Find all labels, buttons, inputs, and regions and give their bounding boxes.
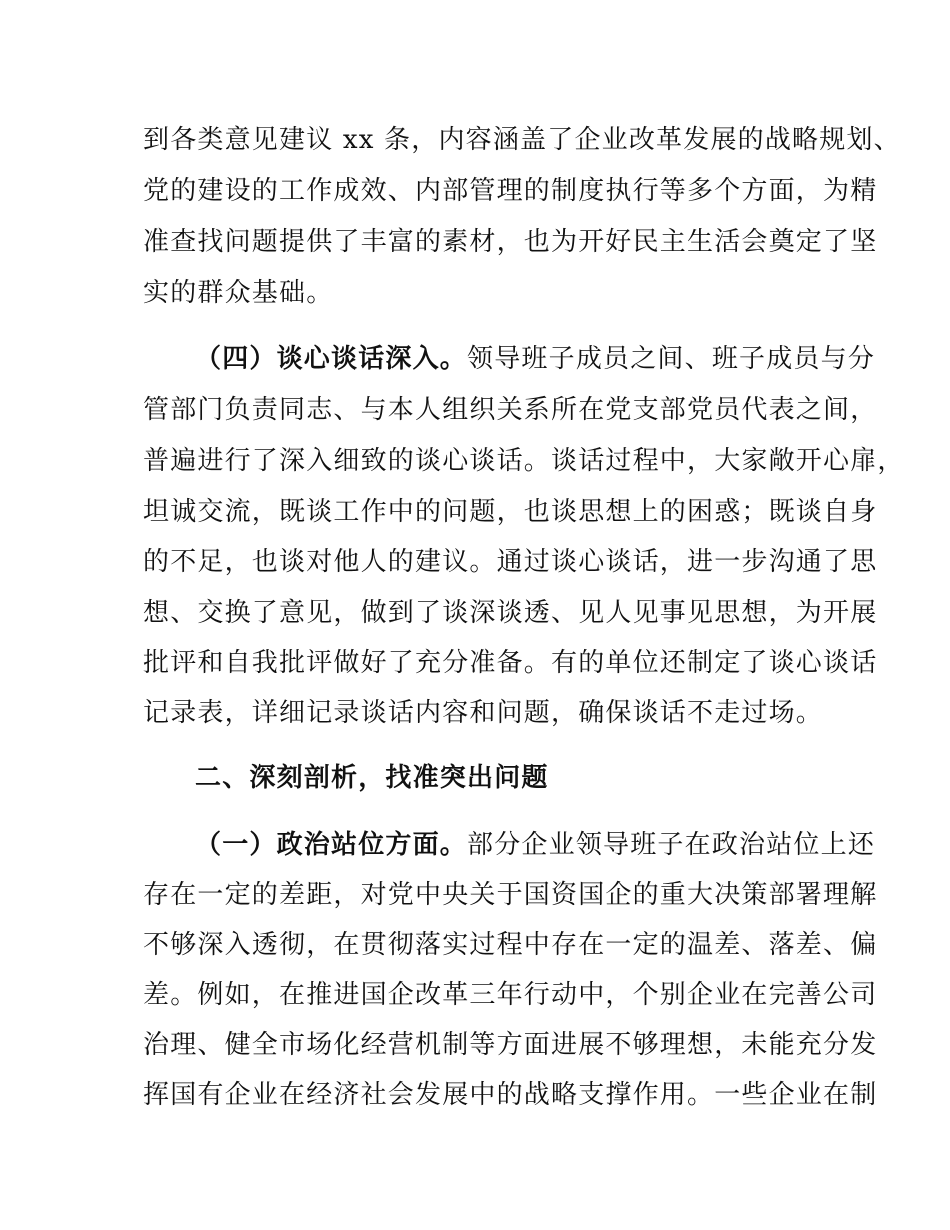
paragraph-first-line bbox=[195, 828, 876, 862]
paragraph-line: 管部门负责同志、与本人组织关系所在党支部党员代表之间， bbox=[143, 395, 878, 425]
paragraph-line: 普遍进行了深入细致的谈心谈话。谈话过程中，大家敞开心扉， bbox=[143, 446, 905, 476]
paragraph-text: 部分企业领导班子在政治站位上还 bbox=[467, 830, 876, 860]
paragraph-line: 党的建设的工作成效、内部管理的制度执行等多个方面，为精 bbox=[143, 176, 878, 206]
paragraph-line: 的不足，也谈对他人的建议。通过谈心谈话，进一步沟通了思 bbox=[143, 547, 878, 577]
paragraph-line: 不够深入透彻，在贯彻落实过程中存在一定的温差、落差、偏 bbox=[143, 930, 878, 960]
subheading-talks: （四）谈心谈话深入。 bbox=[195, 344, 468, 374]
paragraph-text: 领导班子成员之间、班子成员与分 bbox=[467, 344, 876, 374]
paragraph-line: 存在一定的差距，对党中央关于国资国企的重大决策部署理解 bbox=[143, 880, 878, 910]
paragraph-line: 到各类意见建议 xx 条，内容涵盖了企业改革发展的战略规划、 bbox=[143, 125, 901, 155]
section-title: 二、深刻剖析，找准突出问题 bbox=[195, 763, 549, 793]
paragraph-line: 坦诚交流，既谈工作中的问题，也谈思想上的困惑；既谈自身 bbox=[143, 497, 878, 527]
paragraph-line: 记录表，详细记录谈话内容和问题，确保谈话不走过场。 bbox=[143, 698, 824, 728]
paragraph-line: 差。例如，在推进国企改革三年行动中，个别企业在完善公司 bbox=[143, 980, 878, 1010]
paragraph-line: 想、交换了意见，做到了谈深谈透、见人见事见思想，为开展 bbox=[143, 598, 878, 628]
paragraph-first-line bbox=[195, 342, 876, 376]
paragraph-line: 批评和自我批评做好了充分准备。有的单位还制定了谈心谈话 bbox=[143, 648, 878, 678]
subheading-political-stance: （一）政治站位方面。 bbox=[195, 830, 468, 860]
paragraph-line: 实的群众基础。 bbox=[143, 278, 334, 308]
paragraph-line: 准查找问题提供了丰富的素材，也为开好民主生活会奠定了坚 bbox=[143, 227, 878, 257]
paragraph-line: 挥国有企业在经济社会发展中的战略支撑作用。一些企业在制 bbox=[143, 1080, 878, 1110]
paragraph-line: 治理、健全市场化经营机制等方面进展不够理想，未能充分发 bbox=[143, 1030, 878, 1060]
